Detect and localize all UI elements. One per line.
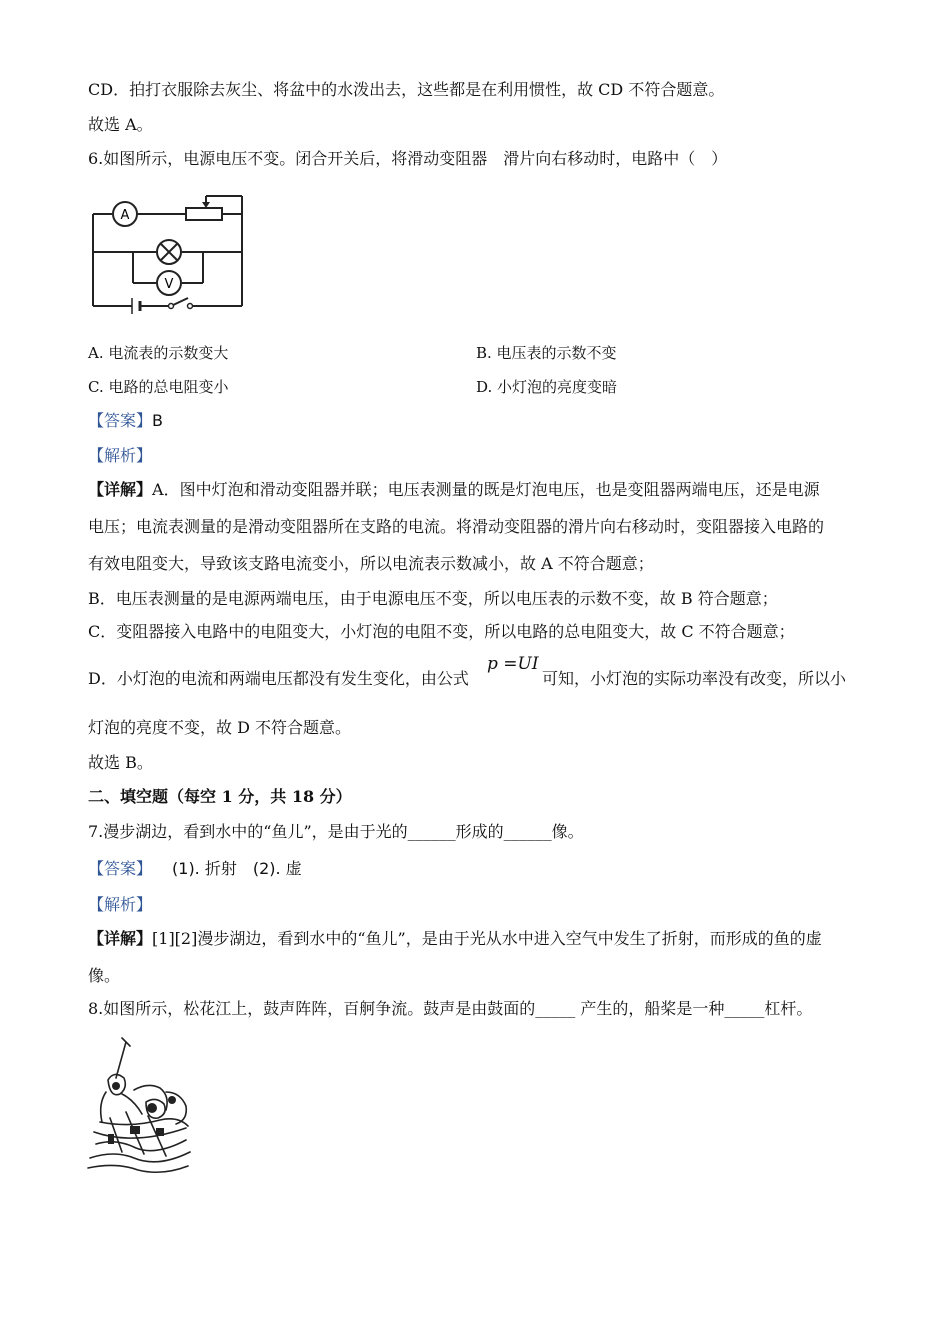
detail-line-4: B．电压表测量的是电源两端电压，由于电源电压不变，所以电压表的示数不变，故 B 符合题意； <box>88 589 778 608</box>
option-c: C. 电路的总电阻变小 <box>88 378 229 396</box>
detail-line-5: C．变阻器接入电路中的电阻变大，小灯泡的电阻不变，所以电路的总电阻变大，故 C 不符合题意； <box>88 622 795 641</box>
detail-line-e1 <box>88 929 822 949</box>
detail-line-2: 电压；电流表测量的是滑动变阻器所在支路的电流。将滑动变阻器的滑片向右移动时，变阻器接入电路的 <box>88 517 825 536</box>
power-formula: p =UI <box>487 654 539 674</box>
voltmeter-label: V <box>164 277 174 292</box>
question-6: 6.如图所示，电源电压不变。闭合开关后，将滑动变阻器 滑片向右移动时，电路中（ ） <box>88 149 728 168</box>
option-a: A. 电流表的示数变大 <box>88 344 229 362</box>
line-choose-a: 故选 A。 <box>88 115 153 134</box>
detail-line-3: 有效电阻变大，导致该支路电流变小，所以电流表示数减小，故 A 不符合题意； <box>88 554 654 573</box>
section-2-heading: 二、填空题（每空 1 分，共 18 分） <box>88 787 352 806</box>
detail-line-e2: 像。 <box>88 966 121 985</box>
detail-line-7: 灯泡的亮度不变，故 D 不符合题意。 <box>88 718 352 737</box>
ammeter-label: A <box>120 208 130 223</box>
question-8: 8.如图所示，松花江上，鼓声阵阵，百舸争流。鼓声是由鼓面的_____ 产生的，船桨是一种_____杠杆。 <box>88 999 813 1018</box>
answer-tag: 【答案】 <box>88 411 153 430</box>
analysis-tag-6: 【解析】 <box>88 446 153 465</box>
detail-line-8: 故选 B。 <box>88 753 153 772</box>
detail-text: A．图中灯泡和滑动变阻器并联；电压表测量的既是灯泡电压，也是变阻器两端电压，还是电源 <box>152 480 820 499</box>
option-d: D. 小灯泡的亮度变暗 <box>476 378 618 396</box>
detail-tag: 【详解】 <box>88 929 153 948</box>
option-b: B. 电压表的示数不变 <box>476 344 617 362</box>
question-7: 7.漫步湖边，看到水中的“鱼儿”，是由于光的______形成的______像。 <box>88 822 584 841</box>
boat-illustration <box>86 1036 196 1176</box>
answer-tag: 【答案】 <box>88 859 153 878</box>
detail-text: [1][2]漫步湖边，看到水中的“鱼儿”，是由于光从水中进入空气中发生了折射，而形成的鱼的虚 <box>152 929 822 948</box>
detail-line-6a: D．小灯泡的电流和两端电压都没有发生变化，由公式 <box>88 669 469 688</box>
circuit-diagram <box>86 190 251 320</box>
line-cd-explanation: CD．拍打衣服除去灰尘、将盆中的水泼出去，这些都是在利用惯性，故 CD 不符合题意。 <box>88 80 725 99</box>
answer-value: B <box>152 411 163 430</box>
detail-tag: 【详解】 <box>88 480 153 499</box>
answer-value: (1). 折射 (2). 虚 <box>172 859 302 878</box>
detail-line-1 <box>88 480 820 500</box>
analysis-tag-7: 【解析】 <box>88 895 153 914</box>
answer-line-6 <box>88 411 163 431</box>
answer-line-7 <box>88 859 302 879</box>
detail-line-6b: 可知，小灯泡的实际功率没有改变，所以小 <box>542 669 847 688</box>
